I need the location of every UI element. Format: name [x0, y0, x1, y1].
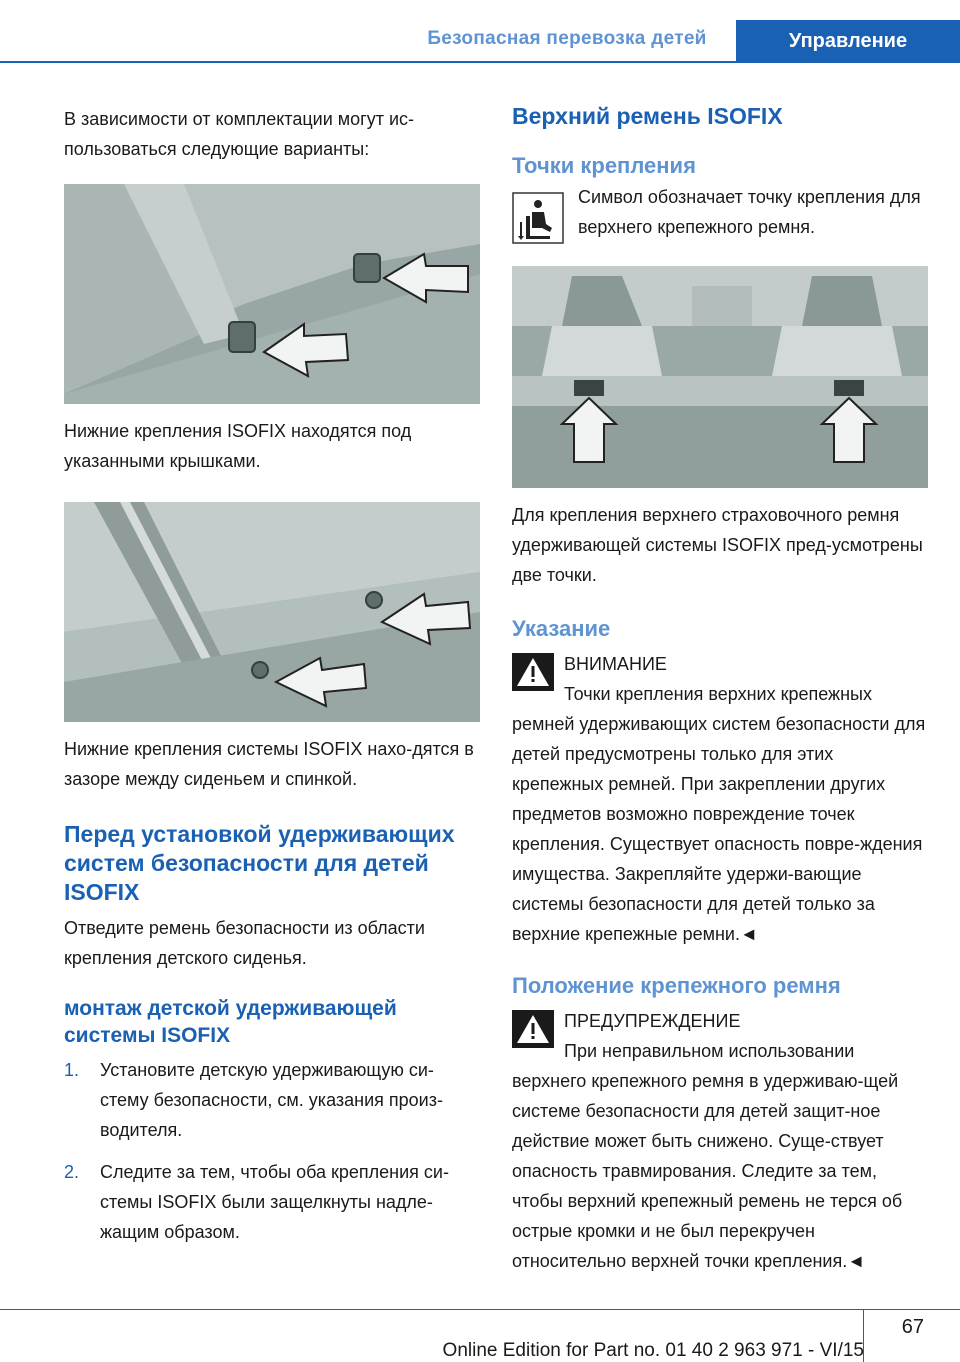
- list-item: [64, 1157, 480, 1247]
- warning-block-2: [512, 1006, 928, 1276]
- mounting-heading: монтаж детской удерживающей системы ISOFIX: [64, 997, 397, 1047]
- step-text: Следите за тем, чтобы оба крепления си‐стемы ISOFIX были защелкнуты надле‐жащим образом.: [100, 1162, 449, 1242]
- mounting-steps: [64, 1055, 480, 1247]
- warning-title-2: ПРЕДУПРЕЖДЕНИЕ: [564, 1011, 741, 1031]
- rear-shelf-anchors-photo: [512, 266, 928, 488]
- strap-position-subheading: Положение крепежного ремня: [512, 973, 841, 998]
- chapter-tab[interactable]: Управление: [736, 20, 960, 63]
- warning-text-1: Точки крепления верхних крепежных ремней удерживающих систем безопасности для детей предусмотрены только для этих крепежных ремней. При закреплении других предметов возможно повреждение точек крепления. Существует опасность повре‐ждения имущества. Закрепляйте удержи‐вающие системы безопасности для детей только за верхние крепежные ремни.◄: [512, 684, 926, 944]
- intro-text: В зависимости от комплектации могут ис‐пользоваться следующие варианты:: [64, 109, 415, 159]
- running-header-section: Безопасная перевозка детей: [427, 28, 707, 49]
- step-number: 2.: [64, 1162, 80, 1182]
- isofix-covers-photo: [64, 184, 480, 404]
- warning-block-1: [512, 649, 928, 949]
- warning-text-2: При неправильном использовании верхнего крепежного ремня в удерживаю‐щей системе безопасности для детей защит‐ное действие может быть снижено. Суще‐ствует опасность травмирования. Следите за тем, чтобы верхний крепежный ремень не терся об острые кромки и не был перекручен относительно верхней точки крепления.◄: [512, 1041, 903, 1271]
- right-column: [512, 96, 928, 1276]
- warning-triangle-icon: [512, 1010, 554, 1048]
- list-item: [64, 1055, 480, 1145]
- before-installation-text: Отведите ремень безопасности из области крепления детского сиденья.: [64, 918, 425, 968]
- warning-triangle-icon: [512, 653, 554, 691]
- warning-title-1: ВНИМАНИЕ: [564, 654, 667, 674]
- symbol-row: [512, 182, 928, 244]
- photo2-caption: Нижние крепления системы ISOFIX нахо‐дятся в зазоре между сиденьем и спинкой.: [64, 739, 474, 789]
- footer-rule: [0, 1309, 960, 1310]
- top-tether-heading: Верхний ремень ISOFIX: [512, 103, 783, 129]
- symbol-description: Символ обозначает точку крепления для верхнего крепежного ремня.: [578, 187, 921, 237]
- photo1-caption: Нижние крепления ISOFIX находятся под указанными крышками.: [64, 421, 412, 471]
- edition-text: Online Edition for Part no. 01 40 2 963 971 - VI/15: [442, 1340, 864, 1361]
- header-rule: [0, 61, 960, 63]
- notice-subheading: Указание: [512, 616, 611, 641]
- photo3-caption: Для крепления верхнего страховочного ремня удерживающей системы ISOFIX пред‐усмотрены две точки.: [512, 505, 923, 585]
- anchor-points-subheading: Точки крепления: [512, 153, 696, 178]
- isofix-gap-photo: [64, 502, 480, 722]
- child-seat-anchor-icon: [512, 192, 564, 244]
- before-installation-heading: Перед установкой удерживающих систем безопасности для детей ISOFIX: [64, 821, 455, 905]
- page-number: 67: [901, 1316, 924, 1338]
- step-text: Установите детскую удерживающую си‐стему безопасности, см. указания произ‐водителя.: [100, 1060, 443, 1140]
- left-column: [64, 96, 480, 1259]
- step-number: 1.: [64, 1060, 80, 1080]
